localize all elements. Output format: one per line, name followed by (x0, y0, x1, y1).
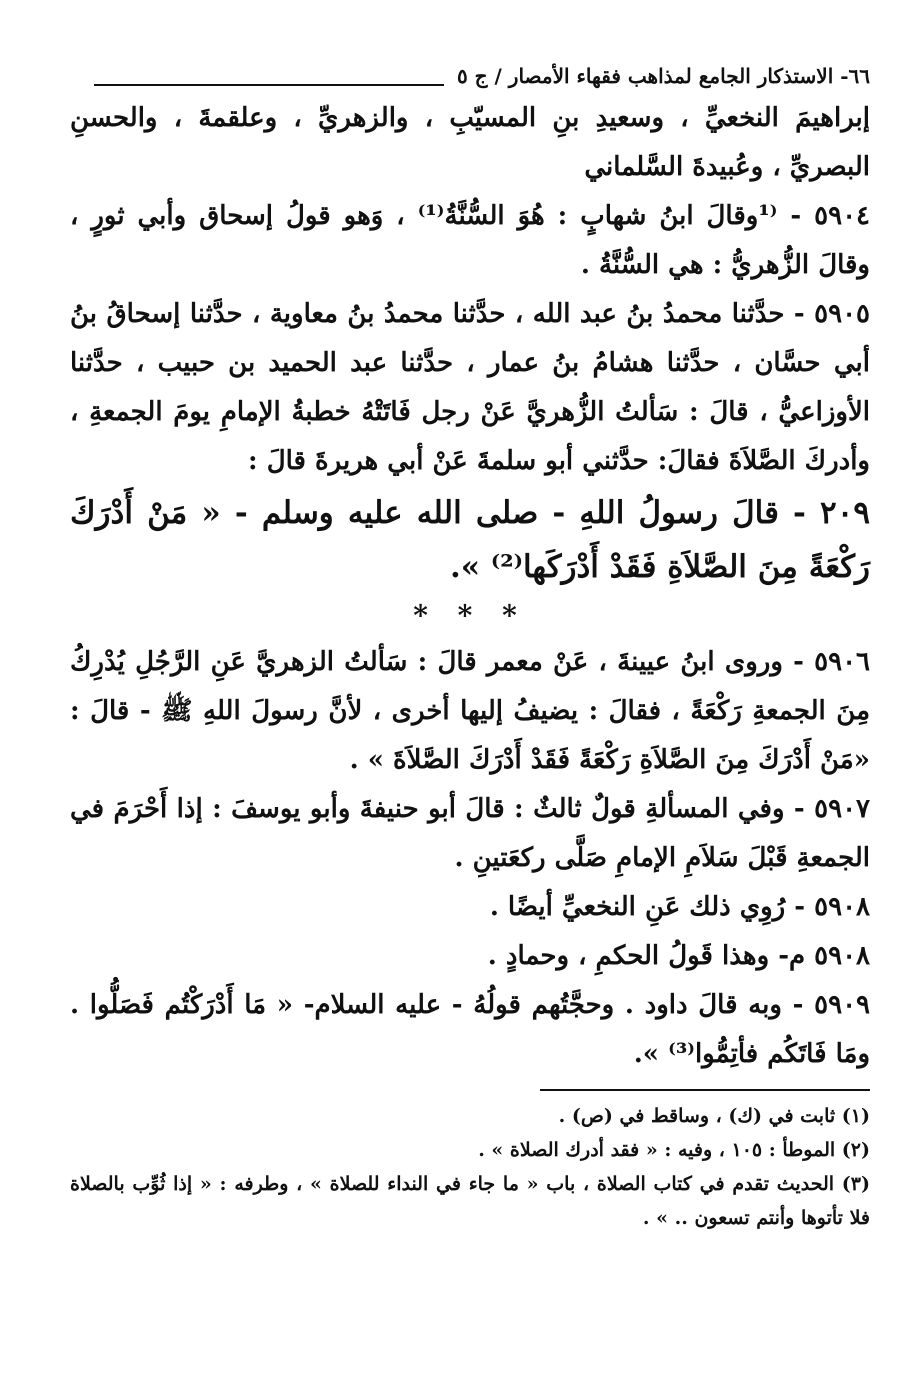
book-page (70, 48, 870, 1358)
header-title: ٦٦- الاستذكار الجامع لمذاهب فقهاء الأمصار / ج ٥ (456, 64, 870, 88)
footnotes (70, 1099, 870, 1235)
paragraph-5905: ٥٩٠٥ - حدَّثنا محمدُ بنُ عبد الله ، حدَّثنا محمدُ بنُ معاوية ، حدَّثنا إسحاقُ بنُ أبي حسَّان ، حدَّثنا هشامُ بنُ عمار ، حدَّثنا عبد الحميد بن حبيب ، حدَّثنا الأوزاعيُّ ، قالَ : سَألتُ الزُّهريَّ عَنْ رجل فَاتَتْهُ خطبةُ الإمامِ يومَ الجمعةِ ، وأدركَ الصَّلاَةَ فقالَ: حدَّثني أبو سلمةَ عَنْ أبي هريرةَ قالَ : (70, 299, 870, 476)
paragraph-continuation: إبراهيمَ النخعيِّ ، وسعيدِ بنِ المسيّبِ ، والزهريِّ ، وعلقمةَ ، والحسنِ البصريِّ ، وعُبيدةَ السَّلماني (70, 103, 871, 182)
footnote-separator (540, 1089, 870, 1091)
footnote-2: (٢) الموطأ : ١٠٥ ، وفيه : « فقد أدرك الصلاة » . (478, 1139, 870, 1161)
paragraph-5908: ٥٩٠٨ - رُوِي ذلك عَنِ النخعيِّ أيضًا . (489, 892, 870, 922)
paragraph-5906: ٥٩٠٦ - وروى ابنُ عيينةَ ، عَنْ معمر قالَ : سَألتُ الزهريَّ عَنِ الرَّجُلِ يُدْرِكُ مِنَ الجمعةِ رَكْعَةً ، فقالَ : يضيفُ إليها أخرى ، لأنَّ رسولَ اللهِ ﷺ - قالَ : «مَنْ أَدْرَكَ مِنَ الصَّلاَةِ رَكْعَةً فَقَدْ أَدْرَكَ الصَّلاَةَ » . (70, 647, 870, 775)
paragraph-5909: ٥٩٠٩ - وبه قالَ داود . وحجَّتُهم قولُهُ - عليه السلام- « مَا أَدْرَكْتُم فَصَلُّوا . ومَا فَاتَكُم فأتِمُّوا⁽³⁾ ». (70, 990, 870, 1069)
header-rule (94, 84, 444, 86)
paragraph-5904: ٥٩٠٤ - ⁽¹وقالَ ابنُ شهابٍ : هُوَ السُّنَّةُ⁽¹⁾ ، وَهو قولُ إسحاق وأبي ثورٍ ، وقالَ الزُّهريُّ : هي السُّنَّةُ . (70, 201, 871, 280)
running-header (70, 48, 870, 88)
hadith-209: ٢٠٩ - قالَ رسولُ اللهِ - صلى الله عليه وسلم - « مَنْ أَدْرَكَ رَكْعَةً مِنَ الصَّلاَةِ فَقَدْ أَدْرَكَها⁽²⁾ ». (70, 495, 870, 585)
footnote-3: (٣) الحديث تقدم في كتاب الصلاة ، باب « ما جاء في النداء للصلاة » ، وطرفه : « إذا ثُوِّب بالصلاة فلا تأتوها وأنتم تسعون .. » . (70, 1173, 870, 1229)
paragraph-5908m: ٥٩٠٨ م- وهذا قَولُ الحكمِ ، وحمادٍ . (487, 941, 870, 971)
paragraph-5907: ٥٩٠٧ - وفي المسألةِ قولٌ ثالثٌ : قالَ أبو حنيفةَ وأبو يوسفَ : إذا أَحْرَمَ في الجمعةِ قَبْلَ سَلاَمِ الإمامِ صَلَّى ركعَتينِ . (70, 794, 870, 873)
main-text (70, 94, 870, 1079)
section-stars: * * * (413, 599, 527, 632)
footnote-1: (١) ثابت في (ك) ، وساقط في (ص) . (558, 1105, 870, 1127)
